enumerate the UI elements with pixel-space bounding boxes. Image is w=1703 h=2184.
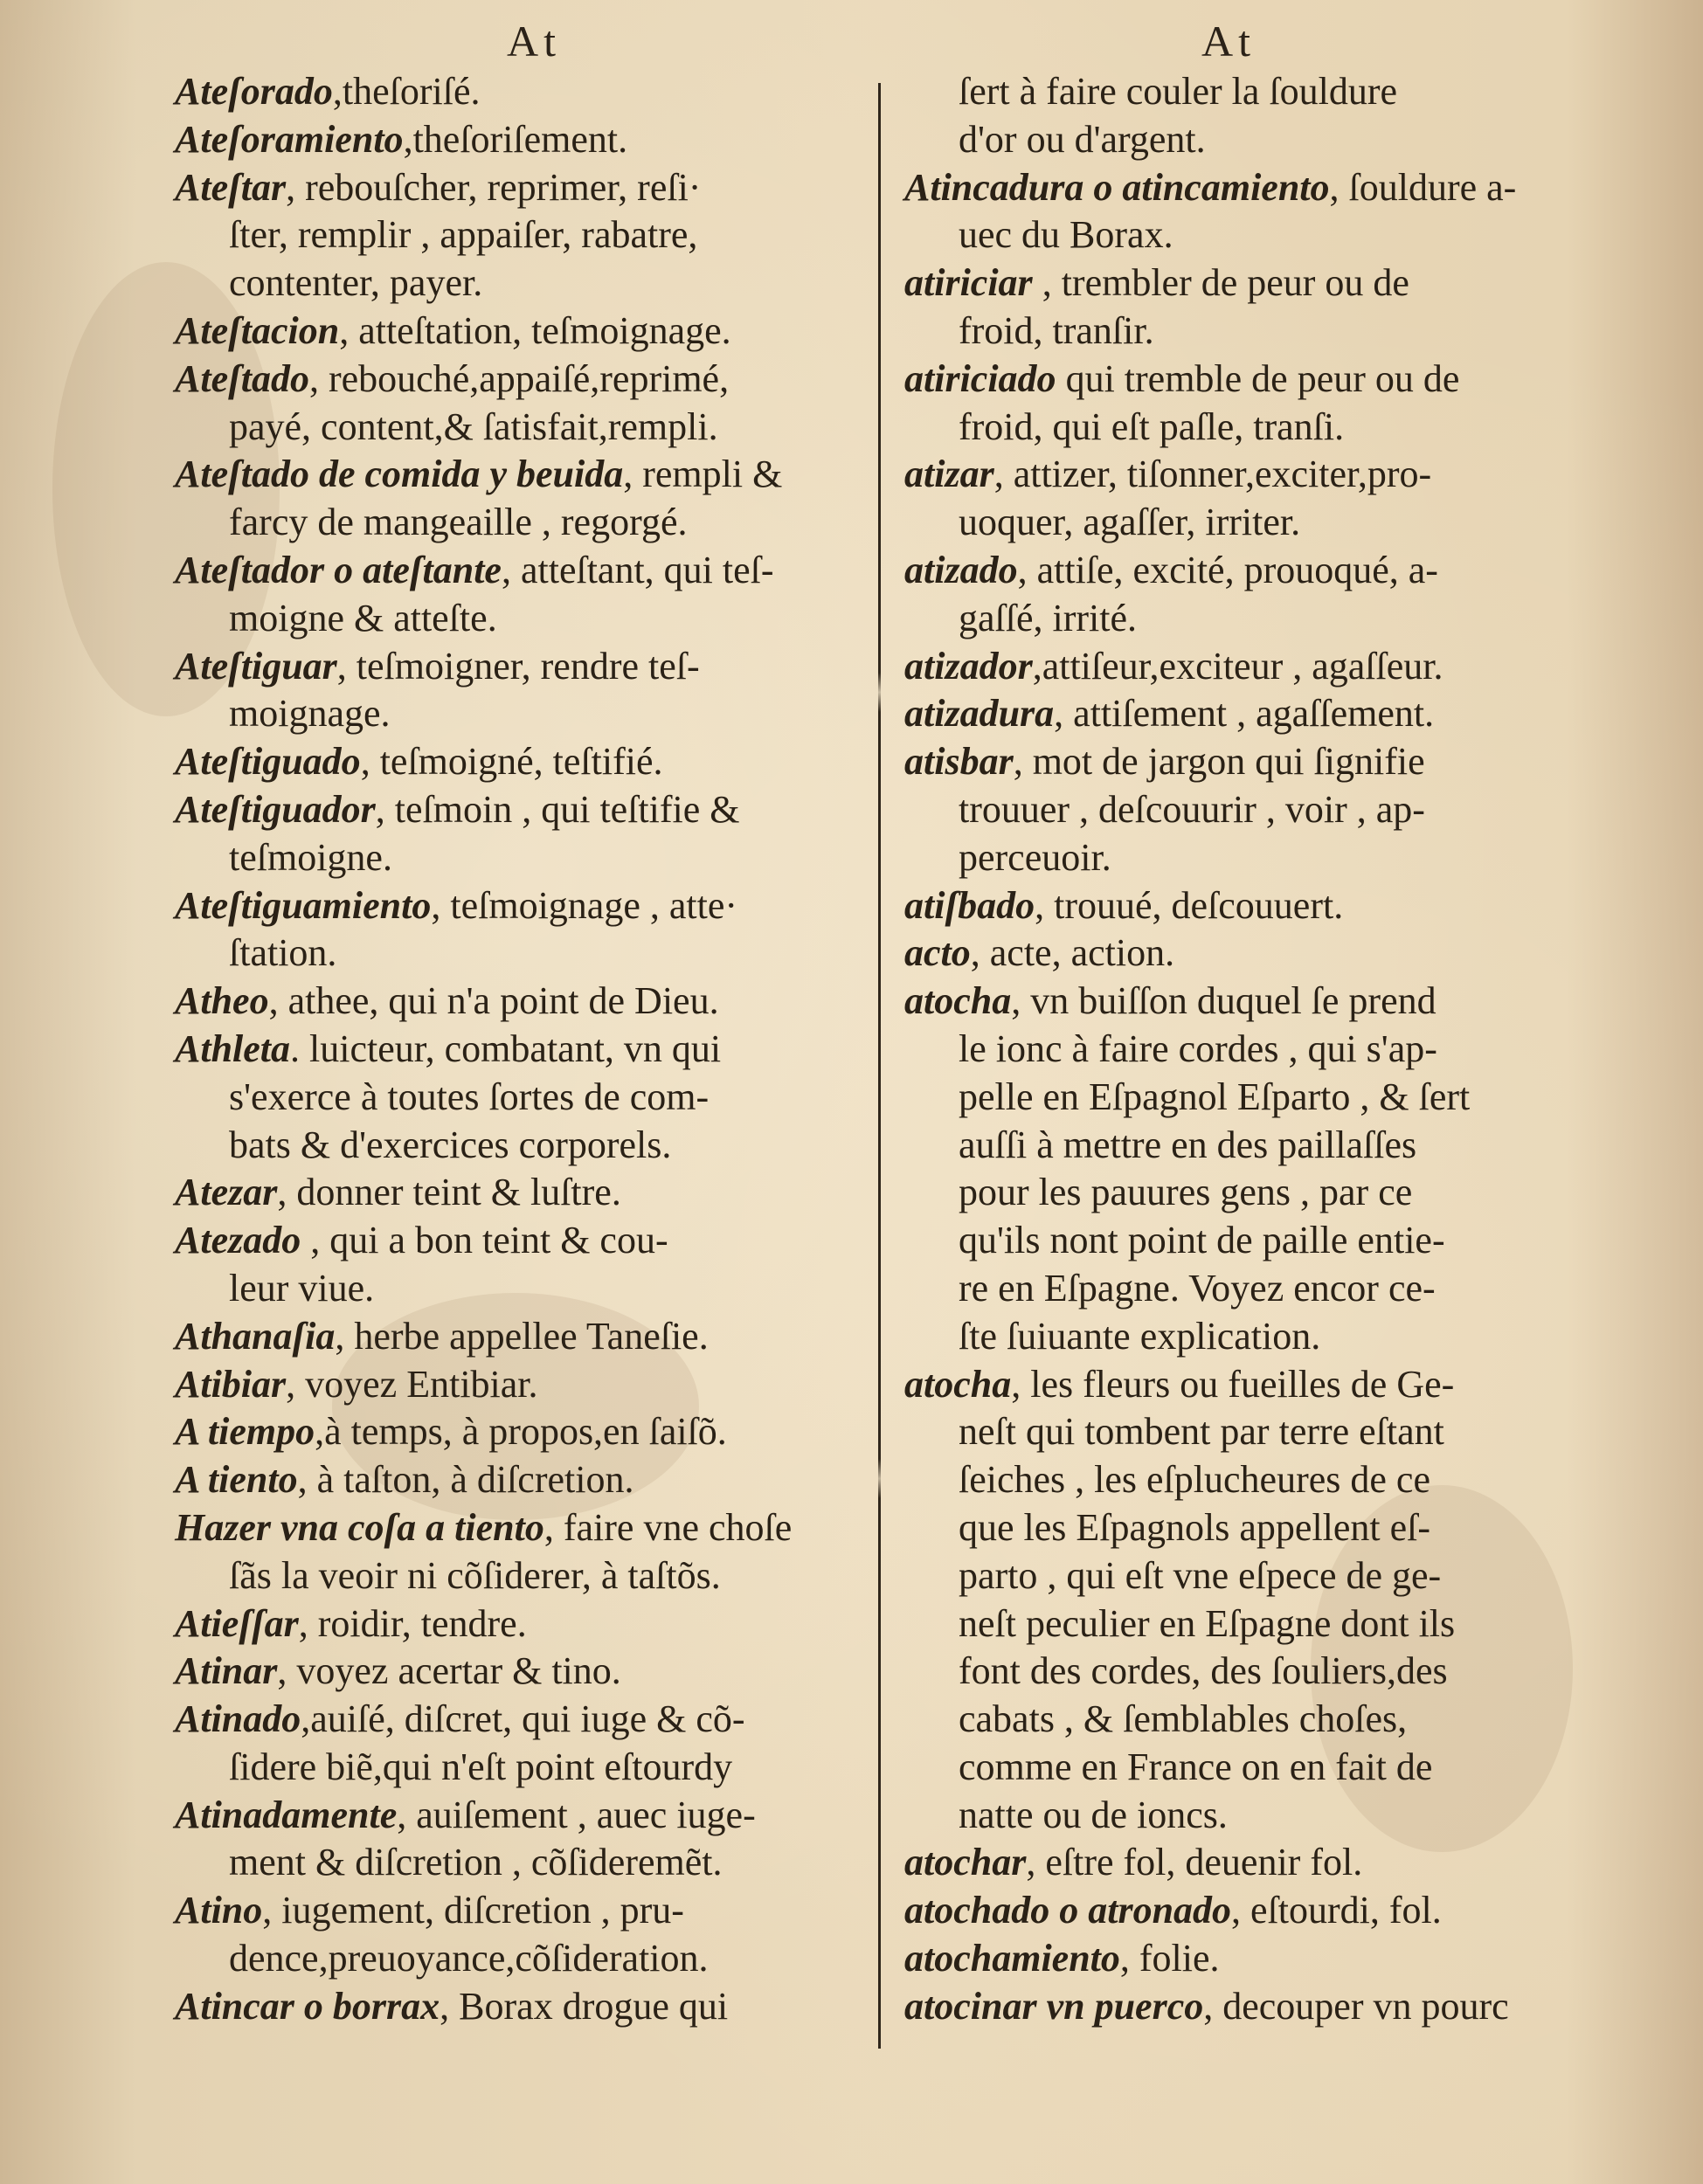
headword: atizador	[904, 644, 1033, 688]
definition-text: , Borax drogue qui	[440, 1984, 729, 2028]
headword: atochado o atronado	[904, 1889, 1232, 1932]
definition-text: ,theſoriſement.	[403, 117, 628, 161]
dictionary-line	[904, 1026, 1595, 1074]
definition-text: neſt qui tombent par terre eſtant	[959, 1410, 1444, 1454]
headword: Ateſtiguamiento	[175, 883, 432, 927]
dictionary-line	[175, 1408, 874, 1456]
headword: Ateſtar	[175, 165, 287, 209]
dictionary-line	[175, 1074, 874, 1122]
headword: Atino	[175, 1889, 263, 1932]
dictionary-line	[904, 786, 1595, 834]
dictionary-line	[904, 211, 1595, 259]
dictionary-line	[904, 834, 1595, 882]
dictionary-line	[175, 1887, 874, 1935]
headword: Ateſtado de comida y beuida	[175, 453, 624, 496]
definition-text: natte ou de ioncs.	[959, 1793, 1228, 1836]
definition-text: , faire vne choſe	[543, 1505, 793, 1549]
definition-text: ſeiches , les eſplucheures de ce	[959, 1458, 1430, 1502]
definition-text: , eſtourdi, fol.	[1231, 1889, 1442, 1932]
definition-text: ſert à faire couler la ſouldure	[959, 70, 1398, 113]
definition-text: cabats , & ſemblables choſes,	[959, 1697, 1408, 1741]
definition-text: ſtation.	[229, 931, 337, 975]
dictionary-line	[175, 930, 874, 978]
definition-text: comme en France on en fait de	[959, 1745, 1433, 1788]
dictionary-line	[175, 882, 874, 930]
dictionary-line	[175, 738, 874, 786]
headword: Atincadura o atincamiento	[904, 165, 1330, 209]
definition-text: , mot de jargon qui ſignifie	[1013, 740, 1425, 784]
dictionary-line	[175, 1792, 874, 1840]
dictionary-line	[175, 1552, 874, 1600]
headword: acto	[904, 931, 971, 975]
definition-text: moignage.	[229, 692, 391, 736]
definition-text: d'or ou d'argent.	[959, 117, 1206, 161]
definition-text: , attizer, tiſonner,exciter,pro-	[993, 453, 1432, 496]
headword: Ateſoramiento	[175, 117, 404, 161]
dictionary-line	[904, 116, 1595, 164]
dictionary-line	[175, 1935, 874, 1983]
dictionary-line	[904, 1552, 1595, 1600]
headword: Hazer vna coſa a tiento	[175, 1505, 544, 1549]
definition-text: pour les pauures gens , par ce	[959, 1171, 1413, 1214]
dictionary-line	[904, 1122, 1595, 1170]
headword: A tiento	[175, 1458, 298, 1502]
definition-text: , rebouché,appaiſé,reprimé,	[308, 356, 730, 400]
headword: Atezar	[175, 1171, 278, 1214]
definition-text: . luicteur, combatant, vn qui	[290, 1026, 722, 1070]
definition-text: , ſouldure a-	[1329, 165, 1517, 209]
headword: atiriciar	[904, 261, 1033, 305]
dictionary-line	[175, 1217, 874, 1265]
dictionary-line	[175, 499, 874, 547]
dictionary-line	[175, 834, 874, 882]
definition-text: , acte, action.	[970, 931, 1175, 975]
definition-text: teſmoigne.	[229, 835, 392, 879]
definition-text: ,à temps, à propos,en ſaiſõ.	[315, 1410, 727, 1454]
running-header-right: At	[1201, 17, 1256, 66]
definition-text: , qui a bon teint & cou-	[301, 1219, 668, 1262]
dictionary-line	[904, 1074, 1595, 1122]
dictionary-line	[904, 259, 1595, 308]
column-rule	[878, 83, 881, 2049]
definition-text: , atteſtant, qui teſ-	[501, 548, 774, 591]
headword: Atinadamente	[175, 1793, 398, 1836]
dictionary-line	[904, 1792, 1595, 1840]
dictionary-line	[175, 308, 874, 356]
dictionary-line	[175, 116, 874, 164]
definition-text: , à taſton, à diſcretion.	[297, 1458, 634, 1502]
dictionary-line	[904, 1504, 1595, 1552]
dictionary-line	[175, 451, 874, 499]
headword: A tiempo	[175, 1410, 315, 1454]
definition-text: pelle en Eſpagnol Eſparto , & ſert	[959, 1075, 1471, 1118]
dictionary-line	[175, 1313, 874, 1361]
left-column	[175, 68, 874, 2031]
definition-text: ſãs la veoir ni cõſiderer, à taſtõs.	[229, 1553, 721, 1597]
definition-text: contenter, payer.	[229, 261, 483, 305]
definition-text: farcy de mangeaille , regorgé.	[229, 501, 688, 544]
dictionary-line	[175, 404, 874, 452]
dictionary-line	[175, 690, 874, 738]
headword: atizadura	[904, 692, 1055, 736]
dictionary-line	[175, 978, 874, 1026]
definition-text: s'exerce à toutes ſortes de com-	[229, 1075, 710, 1118]
definition-text: payé, content,& ſatisfait,rempli.	[229, 404, 718, 448]
definition-text: , trembler de peur ou de	[1032, 261, 1409, 305]
definition-text: neſt peculier en Eſpagne dont ils	[959, 1601, 1456, 1645]
headword: Ateſtado	[175, 356, 309, 400]
dictionary-line	[904, 1217, 1595, 1265]
dictionary-line	[904, 1744, 1595, 1792]
definition-text: trouuer , deſcouurir , voir , ap-	[959, 787, 1425, 831]
dictionary-line	[904, 595, 1595, 643]
definition-text: , les fleurs ou fueilles de Ge-	[1011, 1362, 1455, 1406]
definition-text: , rempli &	[623, 453, 783, 496]
dictionary-line	[175, 164, 874, 212]
definition-text: gaſſé, irrité.	[959, 596, 1138, 639]
definition-text: , atteſtation, teſmoignage.	[339, 308, 731, 352]
definition-text: que les Eſpagnols appellent eſ-	[959, 1505, 1431, 1549]
headword: Atinar	[175, 1649, 278, 1693]
dictionary-line	[904, 1456, 1595, 1504]
dictionary-line	[175, 1456, 874, 1504]
dictionary-line	[175, 1983, 874, 2031]
dictionary-line	[904, 499, 1595, 547]
dictionary-line	[175, 356, 874, 404]
dictionary-line	[904, 1408, 1595, 1456]
dictionary-line	[175, 259, 874, 308]
dictionary-line	[904, 738, 1595, 786]
definition-text: , teſmoignage , atte·	[431, 883, 738, 927]
dictionary-line	[175, 1839, 874, 1887]
definition-text: ment & diſcretion , cõſideremẽt.	[229, 1841, 723, 1884]
dictionary-line	[904, 882, 1595, 930]
definition-text: , iugement, diſcretion , pru-	[262, 1889, 684, 1932]
dictionary-line	[904, 1361, 1595, 1409]
definition-text: , teſmoigné, teſtifié.	[360, 740, 663, 784]
dictionary-line	[175, 68, 874, 116]
headword: Athanaſia	[175, 1314, 336, 1358]
definition-text: , folie.	[1119, 1937, 1220, 1980]
headword: atocha	[904, 1362, 1012, 1406]
headword: Atibiar	[175, 1362, 287, 1406]
right-column	[904, 68, 1595, 2031]
dictionary-line	[904, 1839, 1595, 1887]
dictionary-line	[904, 68, 1595, 116]
definition-text: re en Eſpagne. Voyez encor ce-	[959, 1266, 1436, 1310]
dictionary-line	[904, 1935, 1595, 1983]
definition-text: , trouué, deſcouuert.	[1035, 883, 1344, 927]
headword: atiriciado	[904, 356, 1056, 400]
headword: Atheo	[175, 979, 269, 1023]
headword: Ateſtiguado	[175, 740, 361, 784]
dictionary-line	[904, 1169, 1595, 1217]
definition-text: , herbe appellee Taneſie.	[335, 1314, 709, 1358]
dictionary-line	[904, 930, 1595, 978]
dictionary-line	[175, 1696, 874, 1744]
definition-text: leur viue.	[229, 1266, 375, 1310]
definition-text: le ionc à faire cordes , qui s'ap-	[959, 1026, 1437, 1070]
definition-text: , teſmoin , qui teſtifie &	[375, 787, 740, 831]
definition-text: , teſmoigner, rendre teſ-	[336, 644, 700, 688]
definition-text: , voyez Entibiar.	[286, 1362, 538, 1406]
dictionary-line	[175, 1122, 874, 1170]
definition-text: , auiſement , auec iuge-	[397, 1793, 756, 1836]
definition-text: parto , qui eſt vne eſpece de ge-	[959, 1553, 1442, 1597]
dictionary-line	[904, 356, 1595, 404]
dictionary-line	[175, 643, 874, 691]
headword: Atinado	[175, 1697, 301, 1741]
definition-text: ,theſoriſé.	[332, 70, 481, 113]
dictionary-line	[175, 595, 874, 643]
dictionary-line	[904, 547, 1595, 595]
dictionary-line	[175, 1504, 874, 1552]
dictionary-line	[904, 1313, 1595, 1361]
dictionary-line	[904, 451, 1595, 499]
definition-text: , eſtre fol, deuenir fol.	[1026, 1841, 1363, 1884]
dictionary-line	[904, 1887, 1595, 1935]
dictionary-line	[904, 164, 1595, 212]
definition-text: , athee, qui n'a point de Dieu.	[268, 979, 719, 1023]
headword: atocinar vn puerco	[904, 1984, 1204, 2028]
dictionary-line	[904, 1600, 1595, 1648]
dictionary-line	[904, 404, 1595, 452]
headword: Ateſtador o ateſtante	[175, 548, 502, 591]
headword: atiſbado	[904, 883, 1035, 927]
headword: atizar	[904, 453, 994, 496]
dictionary-line	[175, 1648, 874, 1696]
definition-text: , roidir, tendre.	[298, 1601, 527, 1645]
headword: atizado	[904, 548, 1018, 591]
dictionary-line	[904, 1265, 1595, 1313]
dictionary-line	[904, 1983, 1595, 2031]
dictionary-line	[175, 547, 874, 595]
headword: Ateſtiguar	[175, 644, 337, 688]
definition-text: , voyez acertar & tino.	[277, 1649, 621, 1693]
headword: Athleta	[175, 1026, 291, 1070]
headword: Atincar o borrax	[175, 1984, 440, 2028]
headword: Ateſorado	[175, 70, 333, 113]
definition-text: dence,preuoyance,cõſideration.	[229, 1937, 709, 1980]
definition-text: qu'ils nont point de paille entie-	[959, 1219, 1445, 1262]
definition-text: , vn buiſſon duquel ſe prend	[1011, 979, 1436, 1023]
dictionary-line	[175, 1026, 874, 1074]
dictionary-line	[175, 1169, 874, 1217]
dictionary-line	[904, 978, 1595, 1026]
headword: atochamiento	[904, 1937, 1120, 1980]
headword: atisbar	[904, 740, 1014, 784]
definition-text: , rebouſcher, reprimer, reſi·	[286, 165, 702, 209]
definition-text: , attiſe, excité, prouoqué, a-	[1017, 548, 1438, 591]
dictionary-line	[904, 1696, 1595, 1744]
definition-text: perceuoir.	[959, 835, 1111, 879]
headword: Atieſſar	[175, 1601, 299, 1645]
definition-text: ſte ſuiuante explication.	[959, 1314, 1321, 1358]
definition-text: ſter, remplir , appaiſer, rabatre,	[229, 213, 698, 257]
dictionary-line	[175, 211, 874, 259]
definition-text: ,auiſé, diſcret, qui iuge & cõ-	[301, 1697, 745, 1741]
definition-text: , decouper vn pourc	[1203, 1984, 1509, 2028]
definition-text: auſſi à mettre en des paillaſſes	[959, 1123, 1417, 1166]
definition-text: uec du Borax.	[959, 213, 1173, 257]
dictionary-line	[175, 786, 874, 834]
dictionary-line	[904, 1648, 1595, 1696]
dictionary-line	[175, 1361, 874, 1409]
definition-text: ,attiſeur,exciteur , agaſſeur.	[1032, 644, 1443, 688]
definition-text: uoquer, agaſſer, irriter.	[959, 501, 1301, 544]
definition-text: froid, qui eſt paſle, tranſi.	[959, 404, 1345, 448]
dictionary-line	[175, 1265, 874, 1313]
dictionary-line	[175, 1744, 874, 1792]
running-header-left: At	[507, 17, 561, 66]
headword: Ateſtacion	[175, 308, 340, 352]
dictionary-line	[904, 643, 1595, 691]
dictionary-line	[904, 308, 1595, 356]
definition-text: , attiſement , agaſſement.	[1054, 692, 1435, 736]
definition-text: moigne & atteſte.	[229, 596, 497, 639]
headword: atocha	[904, 979, 1012, 1023]
definition-text: , donner teint & luſtre.	[277, 1171, 621, 1214]
headword: Ateſtiguador	[175, 787, 376, 831]
definition-text: bats & d'exercices corporels.	[229, 1123, 672, 1166]
dictionary-line	[175, 1600, 874, 1648]
definition-text: froid, tranſir.	[959, 308, 1154, 352]
dictionary-line	[904, 690, 1595, 738]
headword: atochar	[904, 1841, 1027, 1884]
definition-text: ſidere biẽ,qui n'eſt point eſtourdy	[229, 1745, 733, 1788]
definition-text: font des cordes, des ſouliers,des	[959, 1649, 1448, 1693]
headword: Atezado	[175, 1219, 301, 1262]
definition-text: qui tremble de peur ou de	[1056, 356, 1460, 400]
